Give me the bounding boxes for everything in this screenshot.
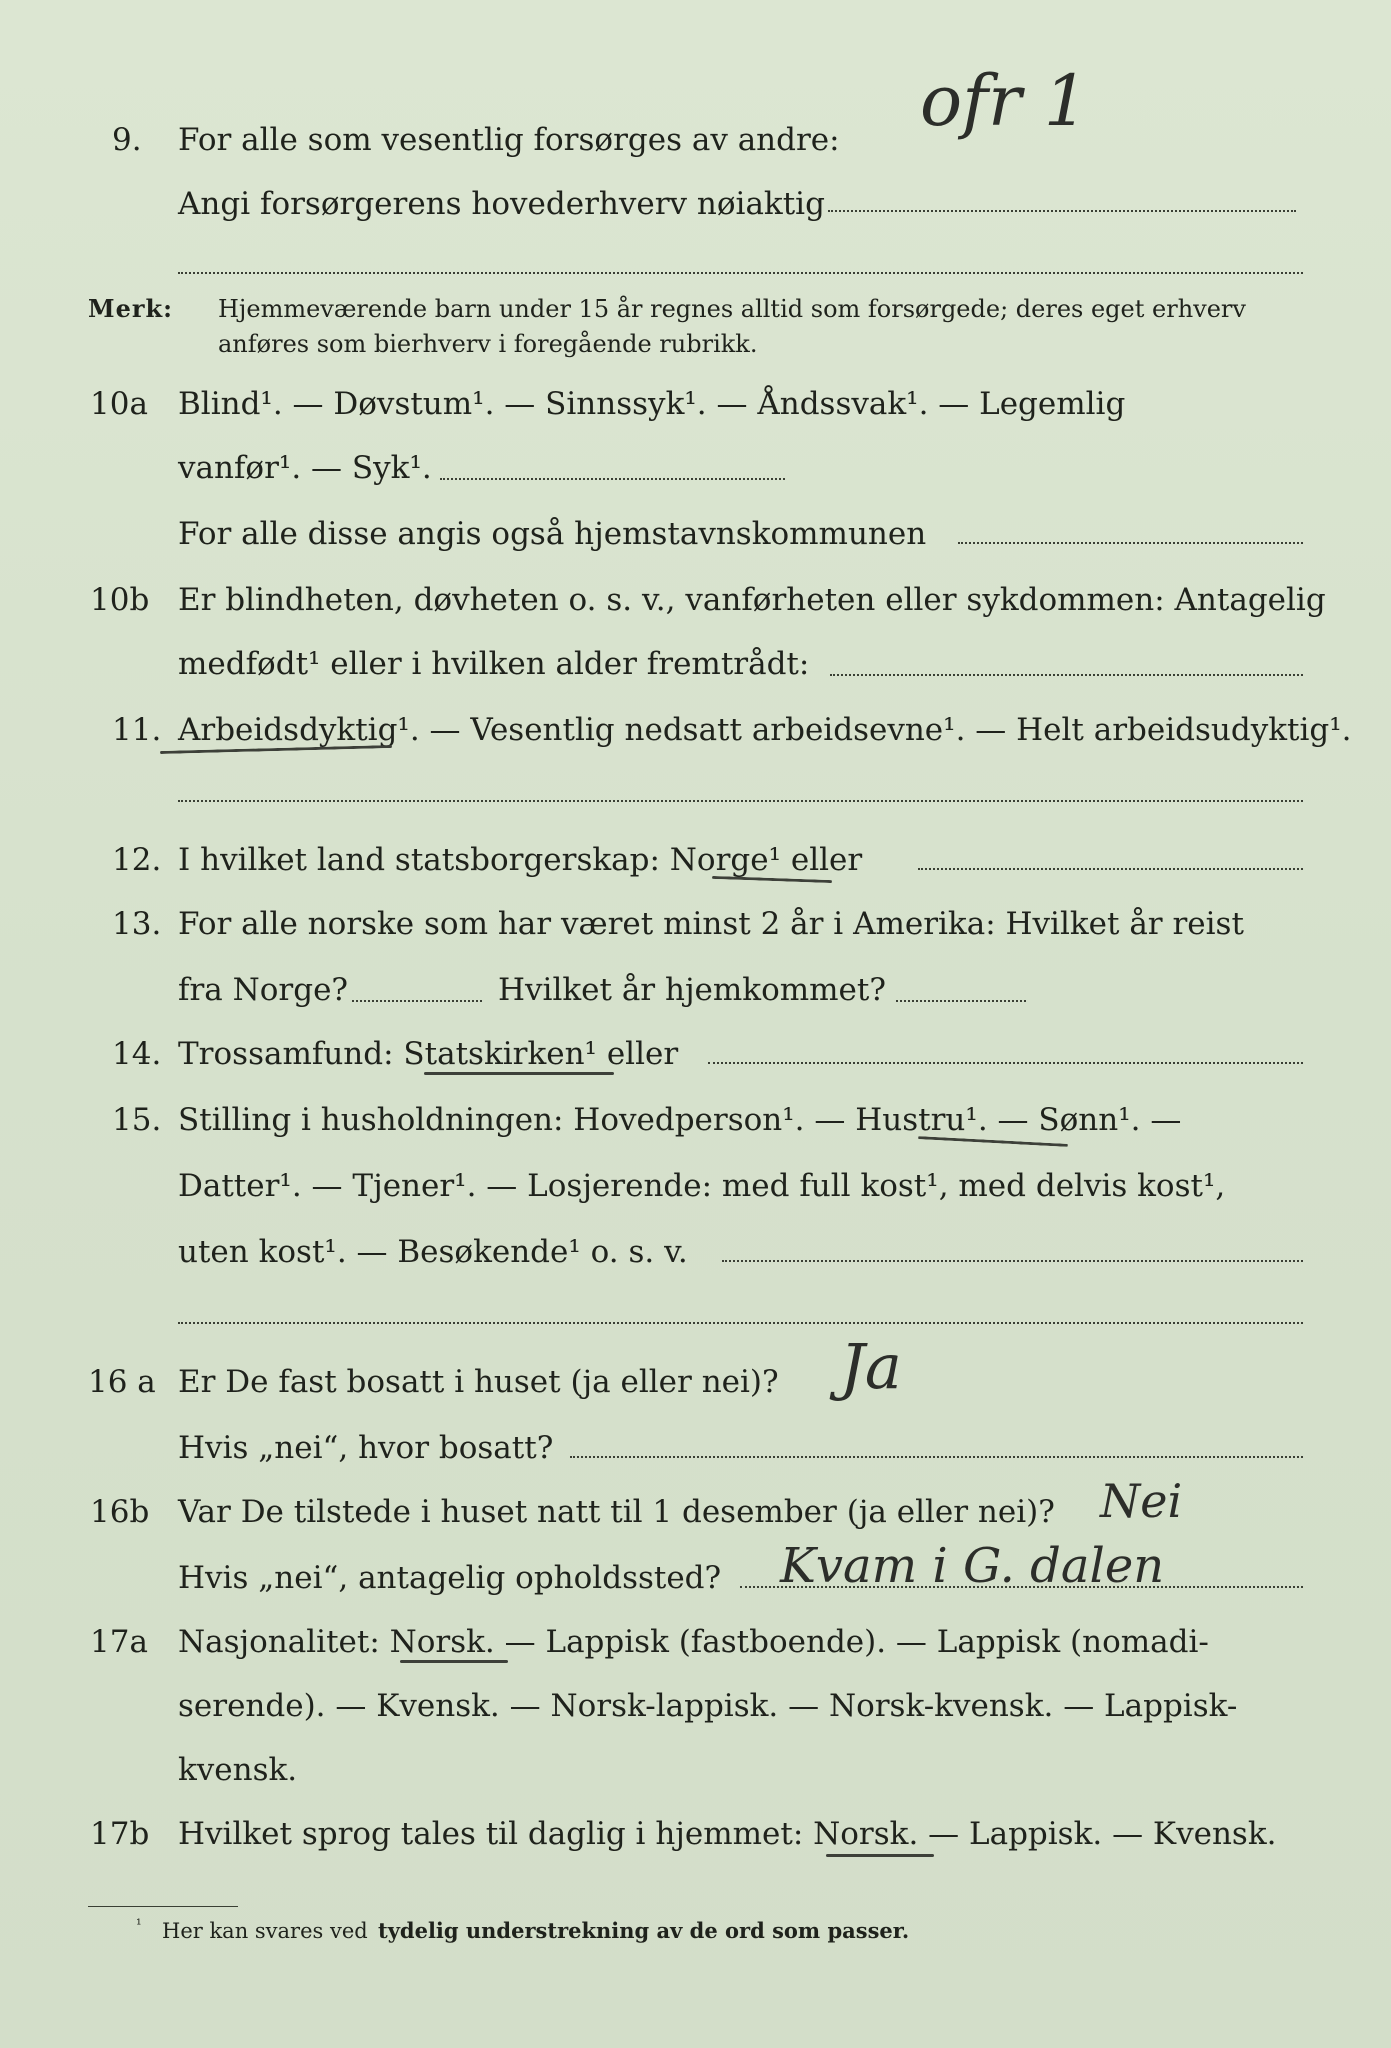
- q10a-text-1: Blind¹. — Døvstum¹. — Sinnssyk¹. — Åndssvak¹. — Legemlig: [178, 386, 1126, 422]
- q12-text-1: I hvilket land statsborgerskap: Norge¹ eller: [178, 842, 863, 878]
- q15-text-3: uten kost¹. — Besøkende¹ o. s. v.: [178, 1234, 688, 1270]
- q17a-text-2: serende). — Kvensk. — Norsk-lappisk. — Norsk-kvensk. — Lappisk-: [178, 1688, 1238, 1724]
- q10a-number: 10a: [90, 386, 148, 422]
- q17a-text-1: Nasjonalitet: Norsk. — Lappisk (fastboende). — Lappisk (nomadi-: [178, 1624, 1209, 1660]
- q13-reist-field[interactable]: [352, 1000, 482, 1002]
- merk-text-1: Hjemmeværende barn under 15 år regnes alltid som forsørgede; deres eget erhverv: [218, 295, 1246, 323]
- merk-text-2: anføres som bierhverv i foregående rubrikk.: [218, 330, 758, 358]
- footnote-text-bold: tydelig understrekning av de ord som passer.: [378, 1918, 910, 1943]
- q16a-answer-handwriting: Ja: [840, 1330, 902, 1403]
- q12-number: 12.: [112, 842, 162, 878]
- q13-text-2b: Hvilket år hjemkommet?: [498, 972, 886, 1008]
- merk-label: Merk:: [88, 294, 173, 323]
- q9-extra-field[interactable]: [178, 272, 1303, 274]
- q16b-text-2: Hvis „nei“, antagelig opholdssted?: [178, 1560, 722, 1596]
- q11-extra-field[interactable]: [178, 800, 1303, 802]
- q16a-number: 16 a: [88, 1364, 156, 1400]
- q11-number: 11.: [112, 712, 162, 748]
- footnote-rule: [88, 1906, 238, 1907]
- q15-stilling-field[interactable]: [722, 1260, 1303, 1262]
- q9-text-1: For alle som vesentlig forsørges av andre:: [178, 122, 840, 158]
- q14-text-1: Trossamfund: Statskirken¹ eller: [178, 1036, 679, 1072]
- q14-number: 14.: [112, 1036, 162, 1072]
- q17a-number: 17a: [90, 1624, 148, 1660]
- q10a-syk-field[interactable]: [440, 478, 785, 480]
- footnote-text-plain: Her kan svares ved: [162, 1919, 368, 1943]
- q16b-number: 16b: [90, 1494, 150, 1530]
- q13-text-2a: fra Norge?: [178, 972, 349, 1008]
- q16a-text-2: Hvis „nei“, hvor bosatt?: [178, 1430, 554, 1466]
- q15-text-2: Datter¹. — Tjener¹. — Losjerende: med full kost¹, med delvis kost¹,: [178, 1168, 1226, 1204]
- q10b-alder-field[interactable]: [830, 674, 1303, 676]
- q10b-number: 10b: [90, 582, 150, 618]
- q10a-text-2: vanfør¹. — Syk¹.: [178, 450, 432, 486]
- q16b-answer2-handwriting: Kvam i G. dalen: [780, 1538, 1165, 1594]
- footnote-mark: ¹: [136, 1917, 142, 1933]
- q17a-underline-norsk: [400, 1660, 508, 1663]
- q16b-text-1: Var De tilstede i huset natt til 1 desember (ja eller nei)?: [178, 1494, 1055, 1530]
- q12-land-field[interactable]: [918, 868, 1303, 870]
- q10a-text-3: For alle disse angis også hjemstavnskommunen: [178, 516, 927, 552]
- q10a-hjemstavn-field[interactable]: [958, 542, 1303, 544]
- q14-underline-statskirken: [424, 1072, 614, 1075]
- q17b-text-1: Hvilket sprog tales til daglig i hjemmet: Norsk. — Lappisk. — Kvensk.: [178, 1816, 1277, 1852]
- q14-trossamfund-field[interactable]: [708, 1062, 1303, 1064]
- q9-answer-field[interactable]: [828, 210, 1296, 212]
- q17b-underline-norsk: [826, 1854, 934, 1857]
- q9-text-2: Angi forsørgerens hovederhverv nøiaktig: [178, 186, 825, 222]
- q13-hjemkommet-field[interactable]: [896, 1000, 1026, 1002]
- q13-number: 13.: [112, 906, 162, 942]
- q10b-text-2: medfødt¹ eller i hvilken alder fremtrådt:: [178, 646, 810, 682]
- q17a-text-3: kvensk.: [178, 1752, 298, 1788]
- q15-extra-field[interactable]: [178, 1322, 1303, 1324]
- q13-text-1: For alle norske som har været minst 2 år i Amerika: Hvilket år reist: [178, 906, 1244, 942]
- q9-answer-handwriting: ofr 1: [920, 60, 1089, 142]
- q15-text-1: Stilling i husholdningen: Hovedperson¹. — Hustru¹. — Sønn¹. —: [178, 1102, 1182, 1138]
- q16a-text-1: Er De fast bosatt i huset (ja eller nei)?: [178, 1364, 779, 1400]
- q15-number: 15.: [112, 1102, 162, 1138]
- q10b-text-1: Er blindheten, døvheten o. s. v., vanførheten eller sykdommen: Antagelig: [178, 582, 1326, 618]
- q11-text-1: Arbeidsdyktig¹. — Vesentlig nedsatt arbeidsevne¹. — Helt arbeidsudyktig¹.: [178, 712, 1352, 748]
- q16b-opholdssted-field[interactable]: [740, 1586, 1303, 1588]
- q9-number: 9.: [112, 122, 142, 158]
- q16b-answer1-handwriting: Nei: [1100, 1474, 1183, 1528]
- q17b-number: 17b: [90, 1816, 150, 1852]
- q16a-bosatt-field[interactable]: [570, 1456, 1303, 1458]
